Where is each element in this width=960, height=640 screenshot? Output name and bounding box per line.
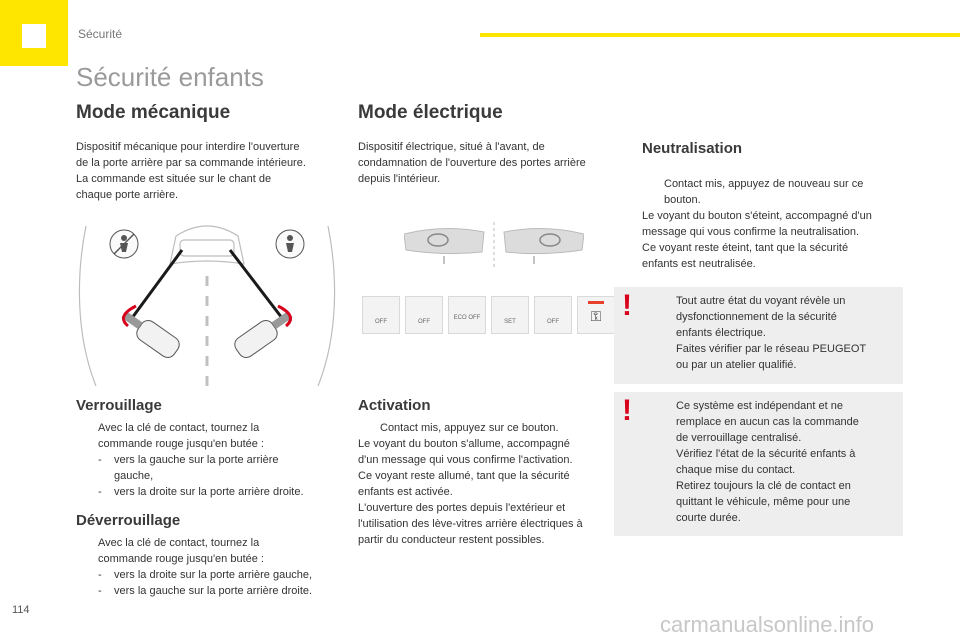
mechanical-illustration xyxy=(76,216,338,390)
left-door-outline xyxy=(79,226,96,386)
neutralisation-bullet-text: Contact mis, appuyez de nouveau sur ce xyxy=(664,178,864,190)
warning-line: courte durée. xyxy=(676,512,741,524)
unlocking-line: Avec la clé de contact, tournez la xyxy=(98,537,260,549)
tyre-set-button[interactable] xyxy=(491,296,529,334)
button-strip xyxy=(362,296,617,334)
locking-title: Verrouillage xyxy=(76,397,162,414)
child-lock-icon: ⚿ xyxy=(590,308,602,324)
warning-icon: ! xyxy=(622,289,632,322)
warning-line: ou par un atelier qualifié. xyxy=(676,359,797,371)
button-label: OFF xyxy=(547,319,559,325)
locking-subitem-text: vers la droite sur la porte arrière droite. xyxy=(114,486,304,498)
section-tab-square xyxy=(22,24,46,48)
windscreen-outline xyxy=(180,240,234,256)
warning-line: Faites vérifier par le réseau PEUGEOT xyxy=(676,343,867,355)
mechanical-intro-line: La commande est située sur le chant de xyxy=(76,173,272,185)
activation-line: L'ouverture des portes depuis l'extérieur et xyxy=(358,502,566,514)
unlocking-line: commande rouge jusqu'en butée : xyxy=(98,553,264,565)
unlocking-text xyxy=(76,535,351,599)
car-top-outline xyxy=(170,226,244,264)
neutralisation-line: enfants est neutralisée. xyxy=(642,258,756,270)
warning-icon: ! xyxy=(622,394,632,427)
activation-bullet-text: Contact mis, appuyez sur ce bouton. xyxy=(380,422,559,434)
locking-subitem-text: gauche, xyxy=(114,470,154,482)
locking-subitem-cont xyxy=(76,468,351,484)
warning-text xyxy=(676,398,895,526)
activation-text xyxy=(358,420,628,548)
parking-off-button[interactable] xyxy=(534,296,572,334)
mechanical-intro-line: de la porte arrière par sa commande intérieure. xyxy=(76,157,306,169)
button-label: OFF xyxy=(418,319,430,325)
electric-intro-line: Dispositif électrique, situé à l'avant, de xyxy=(358,141,545,153)
activation-line: l'utilisation des lève-vitres arrière électriques à xyxy=(358,518,583,530)
neutralisation-title: Neutralisation xyxy=(642,140,743,157)
electric-intro-line: depuis l'intérieur. xyxy=(358,173,441,185)
locking-text xyxy=(76,420,351,500)
electric-title: Mode électrique xyxy=(358,102,503,123)
alarm-off-button[interactable] xyxy=(405,296,443,334)
unlocking-subitem: - vers la droite sur la porte arrière gauche, xyxy=(76,567,351,583)
neutralisation-line: Ce voyant reste éteint, tant que la sécurité xyxy=(642,242,849,254)
warning-line: Retirez toujours la clé de contact en xyxy=(676,480,851,492)
warning-box xyxy=(614,392,903,536)
activation-title: Activation xyxy=(358,397,431,414)
mechanical-intro-line: Dispositif mécanique pour interdire l'ouverture xyxy=(76,141,300,153)
dashboard-illustration xyxy=(404,222,584,268)
activation-line: enfants est activée. xyxy=(358,486,453,498)
activation-line: Ce voyant reste allumé, tant que la sécurité xyxy=(358,470,570,482)
page-title: Sécurité enfants xyxy=(76,62,264,92)
warning-line: remplace en aucun cas la commande xyxy=(676,416,859,428)
right-child-unlock-icon xyxy=(276,230,304,258)
locking-subitem-text: vers la gauche sur la porte arrière xyxy=(114,454,279,466)
locking-bullet xyxy=(76,420,351,452)
neutralisation-bullet-text: bouton. xyxy=(664,194,701,206)
button-label: ECO OFF xyxy=(453,315,481,321)
warning-line: dysfonctionnement de la sécurité xyxy=(676,311,837,323)
neutralisation-bullet xyxy=(642,176,912,208)
locking-subitem: - vers la gauche sur la porte arrière xyxy=(76,452,351,468)
warning-line: enfants électrique. xyxy=(676,327,766,339)
warning-text xyxy=(676,293,895,373)
activation-line: d'un message qui vous confirme l'activation. xyxy=(358,454,573,466)
mechanical-title: Mode mécanique xyxy=(76,102,231,123)
neutralisation-text xyxy=(642,176,912,272)
warning-line: de verrouillage centralisé. xyxy=(676,432,802,444)
locking-subitem: - vers la droite sur la porte arrière droite. xyxy=(76,484,351,500)
right-door-outline xyxy=(318,226,335,386)
header-bar xyxy=(480,33,960,37)
unlocking-title: Déverrouillage xyxy=(76,512,181,529)
car-doors-illustration xyxy=(76,216,338,390)
locking-line: Avec la clé de contact, tournez la xyxy=(98,422,260,434)
activation-line: Le voyant du bouton s'allume, accompagné xyxy=(358,438,570,450)
left-child-lock-icon xyxy=(110,230,138,258)
section-label: Sécurité xyxy=(78,27,123,41)
left-key-icon xyxy=(122,311,183,361)
locking-line: commande rouge jusqu'en butée : xyxy=(98,438,264,450)
button-label: OFF xyxy=(375,319,387,325)
activation-bullet xyxy=(358,420,628,436)
neutralisation-line: Le voyant du bouton s'éteint, accompagné d'un xyxy=(642,210,872,222)
electric-intro xyxy=(358,139,628,187)
warning-line: chaque mise du contact. xyxy=(676,464,796,476)
watermark: carmanualsonline.info xyxy=(660,612,875,637)
unlocking-subitem-text: vers la droite sur la porte arrière gauche, xyxy=(114,569,313,581)
right-key-icon xyxy=(232,311,293,361)
activation-line: partir du conducteur restent possibles. xyxy=(358,534,545,546)
unlocking-subitem: - vers la gauche sur la porte arrière droite. xyxy=(76,583,351,599)
unlocking-subitem-text: vers la gauche sur la porte arrière droite. xyxy=(114,585,313,597)
electric-intro-line: condamnation de l'ouverture des portes arrière xyxy=(358,157,586,169)
right-pointer-arrow xyxy=(230,250,282,318)
warning-line: Ce système est indépendant et ne xyxy=(676,400,843,412)
unlocking-bullet xyxy=(76,535,351,567)
warning-box xyxy=(614,287,903,384)
neutralisation-line: message qui vous confirme la neutralisation. xyxy=(642,226,860,238)
mechanical-intro xyxy=(76,139,346,203)
dash-right-outline xyxy=(504,228,584,253)
warning-line: quittant le véhicule, même pour une xyxy=(676,496,851,508)
esp-off-button[interactable] xyxy=(362,296,400,334)
button-label: SET xyxy=(504,319,516,325)
warning-line: Tout autre état du voyant révèle un xyxy=(676,295,846,307)
warning-line: Vérifiez l'état de la sécurité enfants à xyxy=(676,448,856,460)
section-tab xyxy=(0,0,68,66)
indicator-light xyxy=(588,301,604,304)
left-pointer-arrow xyxy=(132,250,182,318)
child-lock-button[interactable] xyxy=(577,296,615,334)
eco-off-button[interactable] xyxy=(448,296,486,334)
mechanical-intro-line: chaque porte arrière. xyxy=(76,189,179,201)
page-number: 114 xyxy=(12,604,30,616)
dash-left-outline xyxy=(404,228,484,253)
